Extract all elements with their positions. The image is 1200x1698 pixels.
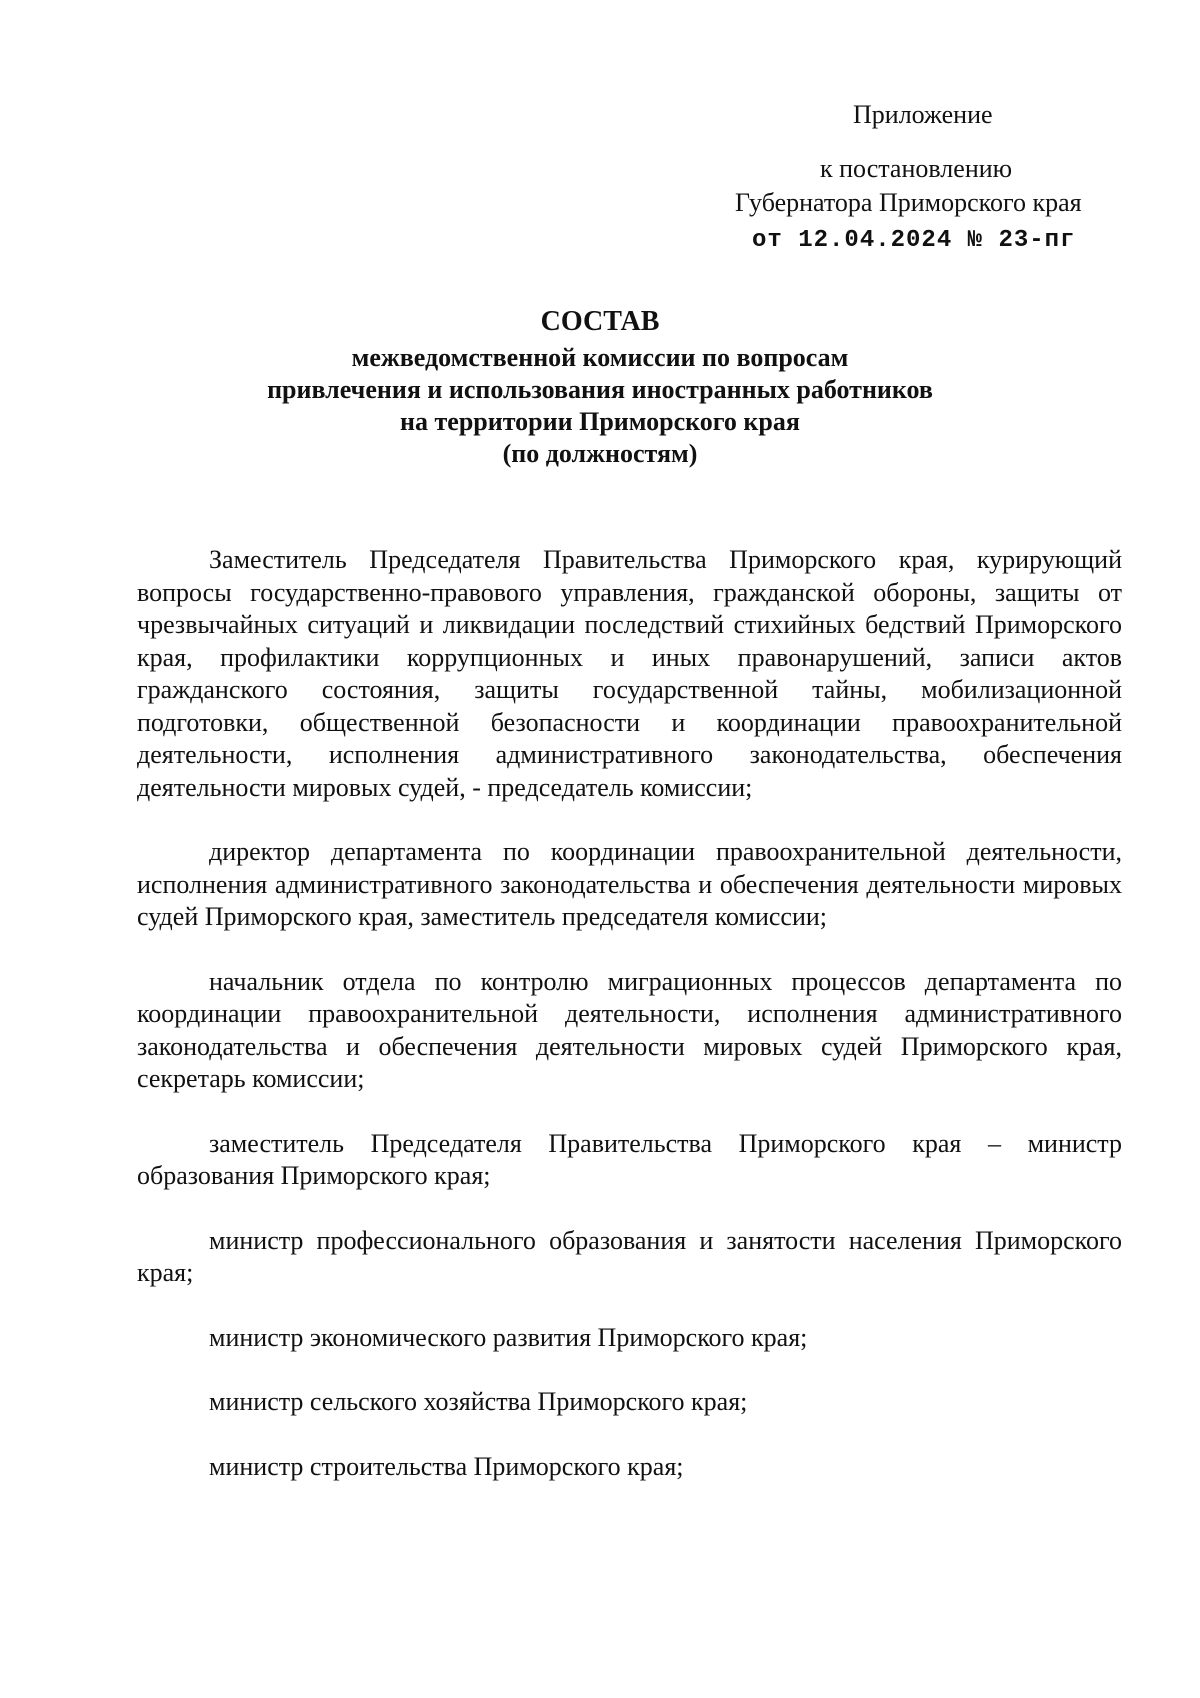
governor-label: Губернатора Приморского края	[735, 188, 1082, 217]
to-resolution-label: к постановлению	[820, 154, 1013, 183]
member-paragraph: министр строительства Приморского края;	[209, 1451, 684, 1481]
title-line-3: на территории Приморского края	[400, 407, 800, 436]
member-paragraph: министр профессионального образования и занятости населения Приморского края;	[137, 1225, 1122, 1287]
title-main: СОСТАВ	[540, 306, 660, 337]
title-line-4: (по должностям)	[502, 439, 698, 468]
resolution-date-number: от 12.04.2024 № 23-пг	[752, 227, 1076, 254]
appendix-header	[735, 98, 1135, 258]
member-paragraph: министр сельского хозяйства Приморского края;	[209, 1387, 748, 1416]
member-paragraph: Заместитель Председателя Правительства Приморского края, курирующий вопросы государственно-правового управления, гражданской обороны, защиты от чрезвычайных ситуаций и ликвидации последствий стихийных бедствий Приморского края, профилактики коррупционных и иных правонарушений, записи актов гражданского состояния, защиты государственной тайны, мобилизационной подготовки, общественной безопасности и координации правоохранительной деятельности, исполнения административного законодательства, обеспечения деятельности мировых судей, - председатель комиссии;	[137, 545, 1122, 802]
commission-members-list	[137, 544, 1122, 1515]
document-title	[0, 306, 1200, 470]
title-line-2: привлечения и использования иностранных работников	[267, 375, 933, 404]
member-paragraph: начальник отдела по контролю миграционных процессов департамента по координации правоохранительной деятельности, исполнения административного законодательства и обеспечения деятельности мировых судей Приморского края, секретарь комиссии;	[137, 966, 1122, 1093]
appendix-label: Приложение	[853, 100, 993, 129]
member-paragraph: министр экономического развития Приморского края;	[209, 1322, 808, 1352]
member-paragraph: заместитель Председателя Правительства Приморского края – министр образования Приморского края;	[137, 1128, 1122, 1190]
member-paragraph: директор департамента по координации правоохранительной деятельности, исполнения административного законодательства и обеспечения деятельности мировых судей Приморского края, заместитель председателя комиссии;	[137, 837, 1122, 931]
title-line-1: межведомственной комиссии по вопросам	[351, 343, 849, 372]
